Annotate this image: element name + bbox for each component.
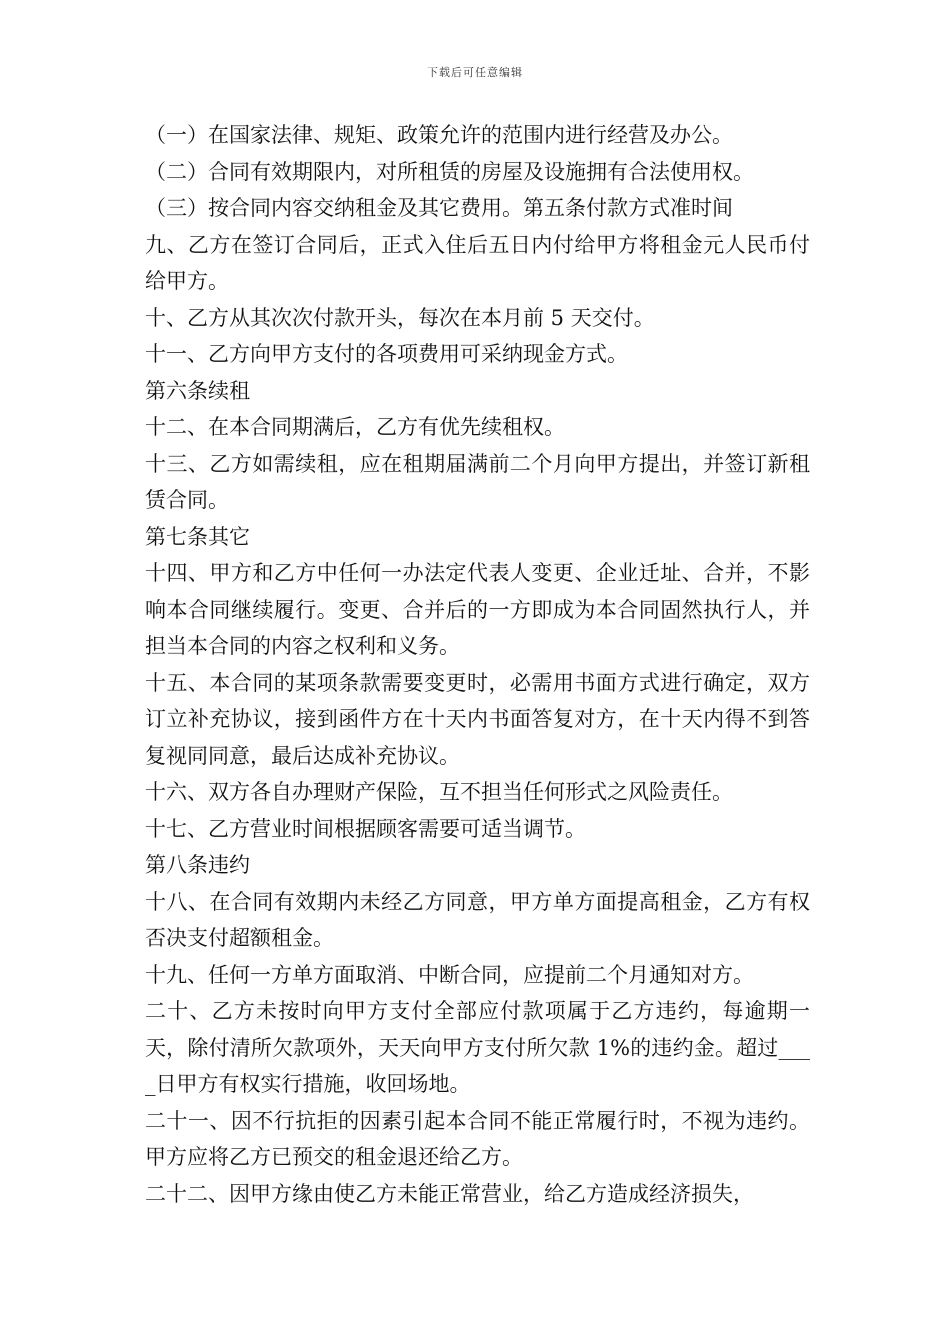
paragraph: 十、乙方从其次次付款开头，每次在本月前 5 天交付。 [145,305,655,330]
paragraph: 二十二、因甲方缘由使乙方未能正常营业，给乙方造成经济损失， [145,1181,754,1206]
paragraph: 十九、任何一方单方面取消、中断合同，应提前二个月通知对方。 [145,962,754,987]
paragraph: （一）在国家法律、规矩、政策允许的范围内进行经营及办公。 [145,123,733,147]
paragraph: 十四、甲方和乙方中任何一办法定代表人变更、企业迁址、合并，不影响本合同继续履行。变更、合并后的一方即成为本合同固然执行人，并担当本合同的内容之权利和义务。 [145,561,810,658]
section-heading: 第六条续租 [145,378,250,403]
paragraph: 十六、双方各自办理财产保险，互不担当任何形式之风险责任。 [145,780,733,804]
document-body [145,117,810,1212]
paragraph: 十七、乙方营业时间根据顾客需要可适当调节。 [145,816,586,841]
paragraph: 十二、在本合同期满后，乙方有优先续租权。 [145,415,565,439]
paragraph: （三）按合同内容交纳租金及其它费用。第五条付款方式准时间 [145,196,733,220]
paragraph: 九、乙方在签订合同后，正式入住后五日内付给甲方将租金元人民币付给甲方。 [145,232,810,293]
paragraph: 十三、乙方如需续租，应在租期届满前二个月向甲方提出，并签订新租赁合同。 [145,451,810,512]
paragraph: 二十、乙方未按时向甲方支付全部应付款项属于乙方违约，每逾期一天，除付清所欠款项外，天天向甲方支付所欠款 1%的违约金。超过____日甲方有权实行措施，收回场地。 [145,999,810,1096]
paragraph: （二）合同有效期限内，对所租赁的房屋及设施拥有合法使用权。 [145,159,754,184]
section-heading: 第七条其它 [145,524,250,549]
paragraph: 十五、本合同的某项条款需要变更时，必需用书面方式进行确定，双方订立补充协议，接到函件方在十天内书面答复对方，在十天内得不到答复视同同意，最后达成补充协议。 [145,670,810,768]
page-header: 下载后可任意编辑 [427,66,523,79]
paragraph: 十八、在合同有效期内未经乙方同意，甲方单方面提高租金，乙方有权否决支付超额租金。 [145,889,810,950]
paragraph: 十一、乙方向甲方支付的各项费用可采纳现金方式。 [145,342,628,366]
section-heading: 第八条违约 [145,853,250,877]
paragraph: 二十一、因不行抗拒的因素引起本合同不能正常履行时，不视为违约。甲方应将乙方已预交的租金退还给乙方。 [145,1108,810,1169]
